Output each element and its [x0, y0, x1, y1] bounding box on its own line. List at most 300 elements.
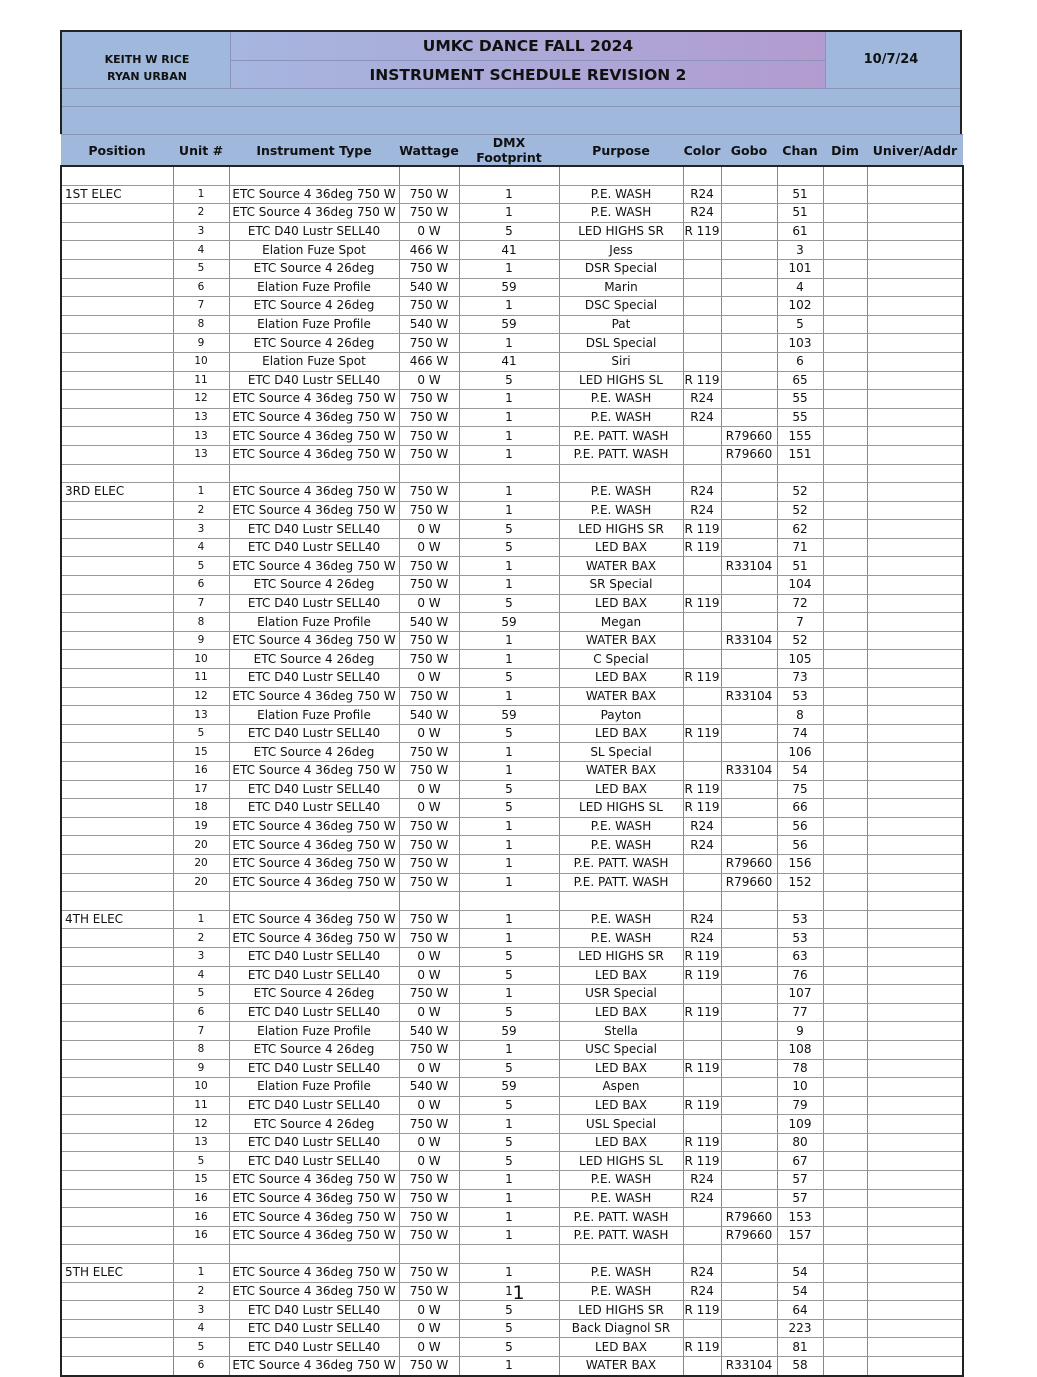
universe-address-cell	[867, 631, 963, 650]
position-cell	[61, 390, 173, 409]
unit-number-cell: 12	[173, 687, 229, 706]
channel-cell: 66	[777, 799, 823, 818]
color-cell: R24	[683, 910, 721, 929]
color-cell: R24	[683, 929, 721, 948]
gobo-cell	[721, 1003, 777, 1022]
position-cell	[61, 985, 173, 1004]
table-row	[61, 1115, 963, 1134]
gobo-cell	[721, 538, 777, 557]
gobo-cell	[721, 576, 777, 595]
purpose-cell: WATER BAX	[559, 557, 683, 576]
unit-number-cell: 2	[173, 204, 229, 223]
color-cell: R24	[683, 408, 721, 427]
purpose-cell: P.E. WASH	[559, 408, 683, 427]
purpose-cell: DSR Special	[559, 259, 683, 278]
divider	[62, 106, 960, 107]
wattage-cell: 0 W	[399, 1133, 459, 1152]
channel-cell: 52	[777, 501, 823, 520]
table-row	[61, 1226, 963, 1245]
table-row	[61, 1338, 963, 1357]
wattage-cell: 0 W	[399, 1319, 459, 1338]
unit-number-cell: 5	[173, 259, 229, 278]
table-row	[61, 352, 963, 371]
dmx-footprint-cell: 41	[459, 352, 559, 371]
purpose-cell: P.E. WASH	[559, 204, 683, 223]
dmx-footprint-cell: 5	[459, 1003, 559, 1022]
dimmer-cell	[823, 185, 867, 204]
channel-cell: 55	[777, 408, 823, 427]
position-cell	[61, 947, 173, 966]
color-cell: R24	[683, 390, 721, 409]
table-row	[61, 669, 963, 688]
channel-cell: 7	[777, 613, 823, 632]
position-cell: 3RD ELEC	[61, 483, 173, 502]
gobo-cell	[721, 910, 777, 929]
instrument-type-cell: ETC Source 4 36deg 750 W	[229, 483, 399, 502]
table-row	[61, 557, 963, 576]
unit-number-cell: 20	[173, 836, 229, 855]
unit-number-cell: 9	[173, 631, 229, 650]
unit-number-cell: 11	[173, 669, 229, 688]
universe-address-cell	[867, 222, 963, 241]
empty-cell	[459, 892, 559, 911]
title-box	[230, 32, 826, 88]
gobo-cell	[721, 1319, 777, 1338]
wattage-cell: 750 W	[399, 1357, 459, 1376]
position-cell	[61, 297, 173, 316]
channel-cell: 102	[777, 297, 823, 316]
color-cell: R 119	[683, 538, 721, 557]
unit-number-cell: 20	[173, 854, 229, 873]
dimmer-cell	[823, 910, 867, 929]
color-cell	[683, 1078, 721, 1097]
dmx-footprint-cell: 1	[459, 1208, 559, 1227]
position-cell	[61, 613, 173, 632]
dimmer-cell	[823, 929, 867, 948]
table-row	[61, 408, 963, 427]
empty-cell	[823, 166, 867, 185]
channel-cell: 51	[777, 185, 823, 204]
wattage-cell: 0 W	[399, 1003, 459, 1022]
dimmer-cell	[823, 427, 867, 446]
channel-cell: 153	[777, 1208, 823, 1227]
position-cell	[61, 1040, 173, 1059]
channel-cell: 3	[777, 241, 823, 260]
table-row	[61, 910, 963, 929]
color-cell: R24	[683, 204, 721, 223]
dmx-footprint-cell: 1	[459, 817, 559, 836]
instrument-type-cell: ETC Source 4 26deg	[229, 985, 399, 1004]
position-cell	[61, 836, 173, 855]
color-cell	[683, 576, 721, 595]
channel-cell: 103	[777, 334, 823, 353]
purpose-cell: DSL Special	[559, 334, 683, 353]
gobo-cell	[721, 1171, 777, 1190]
unit-number-cell: 15	[173, 1171, 229, 1190]
unit-number-cell: 10	[173, 650, 229, 669]
channel-cell: 56	[777, 836, 823, 855]
divider	[62, 88, 960, 89]
channel-cell: 74	[777, 724, 823, 743]
purpose-cell: P.E. WASH	[559, 501, 683, 520]
purpose-cell: Back Diagnol SR	[559, 1319, 683, 1338]
position-cell	[61, 222, 173, 241]
header-banner	[60, 30, 962, 134]
purpose-cell: Payton	[559, 706, 683, 725]
empty-cell	[683, 1245, 721, 1264]
color-cell	[683, 557, 721, 576]
empty-cell	[229, 464, 399, 483]
universe-address-cell	[867, 1003, 963, 1022]
dmx-footprint-cell: 1	[459, 985, 559, 1004]
color-cell: R 119	[683, 594, 721, 613]
instrument-type-cell: ETC Source 4 36deg 750 W	[229, 854, 399, 873]
dimmer-cell	[823, 204, 867, 223]
wattage-cell: 0 W	[399, 724, 459, 743]
table-row	[61, 873, 963, 892]
purpose-cell: P.E. PATT. WASH	[559, 1208, 683, 1227]
dimmer-cell	[823, 1152, 867, 1171]
instrument-type-cell: ETC D40 Lustr SELL40	[229, 1003, 399, 1022]
gobo-cell	[721, 371, 777, 390]
dmx-footprint-cell: 1	[459, 873, 559, 892]
instrument-type-cell: Elation Fuze Spot	[229, 352, 399, 371]
universe-address-cell	[867, 1078, 963, 1097]
instrument-type-cell: ETC Source 4 36deg 750 W	[229, 1282, 399, 1301]
dmx-footprint-cell: 5	[459, 669, 559, 688]
gobo-cell	[721, 669, 777, 688]
dimmer-cell	[823, 631, 867, 650]
purpose-cell: Jess	[559, 241, 683, 260]
universe-address-cell	[867, 1338, 963, 1357]
purpose-cell: Marin	[559, 278, 683, 297]
spacer-row	[61, 892, 963, 911]
wattage-cell: 0 W	[399, 594, 459, 613]
universe-address-cell	[867, 799, 963, 818]
universe-address-cell	[867, 259, 963, 278]
position-cell	[61, 241, 173, 260]
empty-cell	[721, 892, 777, 911]
color-cell: R 119	[683, 669, 721, 688]
spacer-row	[61, 166, 963, 185]
dmx-footprint-cell: 5	[459, 966, 559, 985]
purpose-cell: WATER BAX	[559, 1357, 683, 1376]
dimmer-cell	[823, 1040, 867, 1059]
color-cell: R 119	[683, 1301, 721, 1320]
universe-address-cell	[867, 1171, 963, 1190]
channel-cell: 67	[777, 1152, 823, 1171]
dmx-footprint-cell: 1	[459, 1171, 559, 1190]
table-row	[61, 613, 963, 632]
universe-address-cell	[867, 985, 963, 1004]
instrument-type-cell: ETC Source 4 36deg 750 W	[229, 408, 399, 427]
unit-number-cell: 5	[173, 557, 229, 576]
instrument-type-cell: ETC Source 4 36deg 750 W	[229, 557, 399, 576]
column-header: Dim	[823, 135, 867, 167]
position-cell	[61, 1226, 173, 1245]
position-cell	[61, 1189, 173, 1208]
dimmer-cell	[823, 854, 867, 873]
color-cell: R 119	[683, 947, 721, 966]
unit-number-cell: 8	[173, 1040, 229, 1059]
instrument-type-cell: ETC Source 4 26deg	[229, 297, 399, 316]
instrument-type-cell: ETC D40 Lustr SELL40	[229, 1301, 399, 1320]
dmx-footprint-cell: 1	[459, 1226, 559, 1245]
gobo-cell	[721, 929, 777, 948]
dimmer-cell	[823, 1171, 867, 1190]
instrument-type-cell: ETC Source 4 36deg 750 W	[229, 427, 399, 446]
table-row	[61, 259, 963, 278]
empty-cell	[777, 166, 823, 185]
unit-number-cell: 5	[173, 1338, 229, 1357]
unit-number-cell: 9	[173, 1059, 229, 1078]
unit-number-cell: 13	[173, 427, 229, 446]
universe-address-cell	[867, 1226, 963, 1245]
gobo-cell	[721, 966, 777, 985]
dmx-footprint-cell: 5	[459, 1338, 559, 1357]
gobo-cell	[721, 1040, 777, 1059]
instrument-type-cell: ETC Source 4 36deg 750 W	[229, 873, 399, 892]
wattage-cell: 540 W	[399, 1078, 459, 1097]
unit-number-cell: 2	[173, 501, 229, 520]
universe-address-cell	[867, 557, 963, 576]
column-header: Wattage	[399, 135, 459, 167]
document-subtitle: INSTRUMENT SCHEDULE REVISION 2	[369, 66, 687, 84]
dmx-footprint-cell: 59	[459, 315, 559, 334]
dmx-footprint-cell: 5	[459, 371, 559, 390]
purpose-cell: P.E. PATT. WASH	[559, 854, 683, 873]
color-cell	[683, 650, 721, 669]
color-cell	[683, 1040, 721, 1059]
purpose-cell: Pat	[559, 315, 683, 334]
table-row	[61, 780, 963, 799]
empty-cell	[683, 464, 721, 483]
dmx-footprint-cell: 1	[459, 1189, 559, 1208]
instrument-type-cell: ETC Source 4 26deg	[229, 576, 399, 595]
position-cell	[61, 1357, 173, 1376]
position-cell	[61, 501, 173, 520]
universe-address-cell	[867, 1096, 963, 1115]
gobo-cell	[721, 483, 777, 502]
unit-number-cell: 16	[173, 1208, 229, 1227]
gobo-cell	[721, 315, 777, 334]
dmx-footprint-cell: 5	[459, 780, 559, 799]
color-cell: R 119	[683, 1152, 721, 1171]
gobo-cell	[721, 1189, 777, 1208]
color-cell: R24	[683, 1264, 721, 1283]
instrument-type-cell: ETC D40 Lustr SELL40	[229, 1152, 399, 1171]
wattage-cell: 540 W	[399, 613, 459, 632]
instrument-type-cell: ETC Source 4 26deg	[229, 743, 399, 762]
unit-number-cell: 6	[173, 576, 229, 595]
gobo-cell	[721, 1096, 777, 1115]
color-cell: R 119	[683, 1133, 721, 1152]
table-row	[61, 985, 963, 1004]
position-cell	[61, 762, 173, 781]
purpose-cell: USL Special	[559, 1115, 683, 1134]
empty-cell	[823, 1245, 867, 1264]
channel-cell: 53	[777, 910, 823, 929]
wattage-cell: 750 W	[399, 445, 459, 464]
dmx-footprint-cell: 1	[459, 185, 559, 204]
unit-number-cell: 1	[173, 1264, 229, 1283]
universe-address-cell	[867, 538, 963, 557]
universe-address-cell	[867, 501, 963, 520]
table-row	[61, 631, 963, 650]
unit-number-cell: 12	[173, 390, 229, 409]
empty-cell	[823, 464, 867, 483]
table-row	[61, 687, 963, 706]
wattage-cell: 750 W	[399, 854, 459, 873]
dimmer-cell	[823, 352, 867, 371]
purpose-cell: LED HIGHS SL	[559, 1152, 683, 1171]
universe-address-cell	[867, 1357, 963, 1376]
instrument-type-cell: ETC D40 Lustr SELL40	[229, 724, 399, 743]
gobo-cell	[721, 706, 777, 725]
gobo-cell	[721, 1133, 777, 1152]
instrument-type-cell: ETC Source 4 36deg 750 W	[229, 687, 399, 706]
channel-cell: 51	[777, 204, 823, 223]
universe-address-cell	[867, 408, 963, 427]
unit-number-cell: 15	[173, 743, 229, 762]
instrument-type-cell: ETC Source 4 36deg 750 W	[229, 929, 399, 948]
instrument-type-cell: ETC Source 4 36deg 750 W	[229, 817, 399, 836]
dmx-footprint-cell: 1	[459, 445, 559, 464]
color-cell	[683, 854, 721, 873]
empty-cell	[173, 892, 229, 911]
universe-address-cell	[867, 352, 963, 371]
channel-cell: 223	[777, 1319, 823, 1338]
unit-number-cell: 4	[173, 538, 229, 557]
unit-number-cell: 5	[173, 724, 229, 743]
position-cell	[61, 1022, 173, 1041]
position-cell	[61, 445, 173, 464]
universe-address-cell	[867, 520, 963, 539]
dmx-footprint-cell: 1	[459, 390, 559, 409]
dimmer-cell	[823, 817, 867, 836]
purpose-cell: LED BAX	[559, 724, 683, 743]
table-row	[61, 762, 963, 781]
color-cell: R 119	[683, 222, 721, 241]
gobo-cell	[721, 594, 777, 613]
instrument-type-cell: ETC D40 Lustr SELL40	[229, 966, 399, 985]
channel-cell: 4	[777, 278, 823, 297]
instrument-type-cell: ETC Source 4 36deg 750 W	[229, 1226, 399, 1245]
instrument-schedule-sheet	[60, 30, 962, 1377]
channel-cell: 109	[777, 1115, 823, 1134]
dmx-footprint-cell: 1	[459, 297, 559, 316]
color-cell	[683, 241, 721, 260]
dmx-footprint-cell: 1	[459, 501, 559, 520]
instrument-type-cell: ETC Source 4 36deg 750 W	[229, 445, 399, 464]
dimmer-cell	[823, 222, 867, 241]
empty-cell	[61, 464, 173, 483]
gobo-cell	[721, 1078, 777, 1097]
purpose-cell: WATER BAX	[559, 687, 683, 706]
dmx-footprint-cell: 1	[459, 1282, 559, 1301]
color-cell	[683, 352, 721, 371]
unit-number-cell: 4	[173, 241, 229, 260]
channel-cell: 63	[777, 947, 823, 966]
purpose-cell: LED HIGHS SL	[559, 371, 683, 390]
unit-number-cell: 1	[173, 185, 229, 204]
dmx-footprint-cell: 41	[459, 241, 559, 260]
channel-cell: 54	[777, 762, 823, 781]
empty-cell	[559, 166, 683, 185]
universe-address-cell	[867, 1022, 963, 1041]
dmx-footprint-cell: 5	[459, 520, 559, 539]
position-cell	[61, 650, 173, 669]
dimmer-cell	[823, 241, 867, 260]
unit-number-cell: 5	[173, 985, 229, 1004]
wattage-cell: 750 W	[399, 427, 459, 446]
universe-address-cell	[867, 1115, 963, 1134]
channel-cell: 53	[777, 687, 823, 706]
table-row	[61, 278, 963, 297]
wattage-cell: 750 W	[399, 483, 459, 502]
color-cell	[683, 1115, 721, 1134]
gobo-cell: R79660	[721, 1226, 777, 1245]
position-cell	[61, 706, 173, 725]
channel-cell: 54	[777, 1264, 823, 1283]
universe-address-cell	[867, 706, 963, 725]
universe-address-cell	[867, 1189, 963, 1208]
dimmer-cell	[823, 947, 867, 966]
gobo-cell	[721, 1115, 777, 1134]
channel-cell: 53	[777, 929, 823, 948]
empty-cell	[61, 892, 173, 911]
empty-cell	[721, 166, 777, 185]
position-cell	[61, 873, 173, 892]
dimmer-cell	[823, 966, 867, 985]
gobo-cell	[721, 1059, 777, 1078]
channel-cell: 77	[777, 1003, 823, 1022]
unit-number-cell: 2	[173, 929, 229, 948]
universe-address-cell	[867, 836, 963, 855]
instrument-type-cell: ETC D40 Lustr SELL40	[229, 538, 399, 557]
universe-address-cell	[867, 427, 963, 446]
table-row	[61, 483, 963, 502]
position-cell	[61, 408, 173, 427]
universe-address-cell	[867, 613, 963, 632]
gobo-cell	[721, 613, 777, 632]
gobo-cell: R79660	[721, 854, 777, 873]
color-cell: R24	[683, 1189, 721, 1208]
purpose-cell: USC Special	[559, 1040, 683, 1059]
wattage-cell: 540 W	[399, 278, 459, 297]
dmx-footprint-cell: 1	[459, 483, 559, 502]
purpose-cell: P.E. PATT. WASH	[559, 1226, 683, 1245]
column-header: Instrument Type	[229, 135, 399, 167]
unit-number-cell: 4	[173, 1319, 229, 1338]
instrument-type-cell: Elation Fuze Profile	[229, 278, 399, 297]
instrument-type-cell: ETC Source 4 26deg	[229, 1115, 399, 1134]
position-cell	[61, 594, 173, 613]
empty-cell	[559, 1245, 683, 1264]
column-header: Chan	[777, 135, 823, 167]
table-row	[61, 743, 963, 762]
gobo-cell	[721, 334, 777, 353]
empty-cell	[867, 464, 963, 483]
universe-address-cell	[867, 185, 963, 204]
channel-cell: 105	[777, 650, 823, 669]
color-cell	[683, 743, 721, 762]
dimmer-cell	[823, 1264, 867, 1283]
gobo-cell	[721, 408, 777, 427]
color-cell	[683, 1357, 721, 1376]
color-cell: R 119	[683, 1096, 721, 1115]
purpose-cell: LED HIGHS SL	[559, 799, 683, 818]
